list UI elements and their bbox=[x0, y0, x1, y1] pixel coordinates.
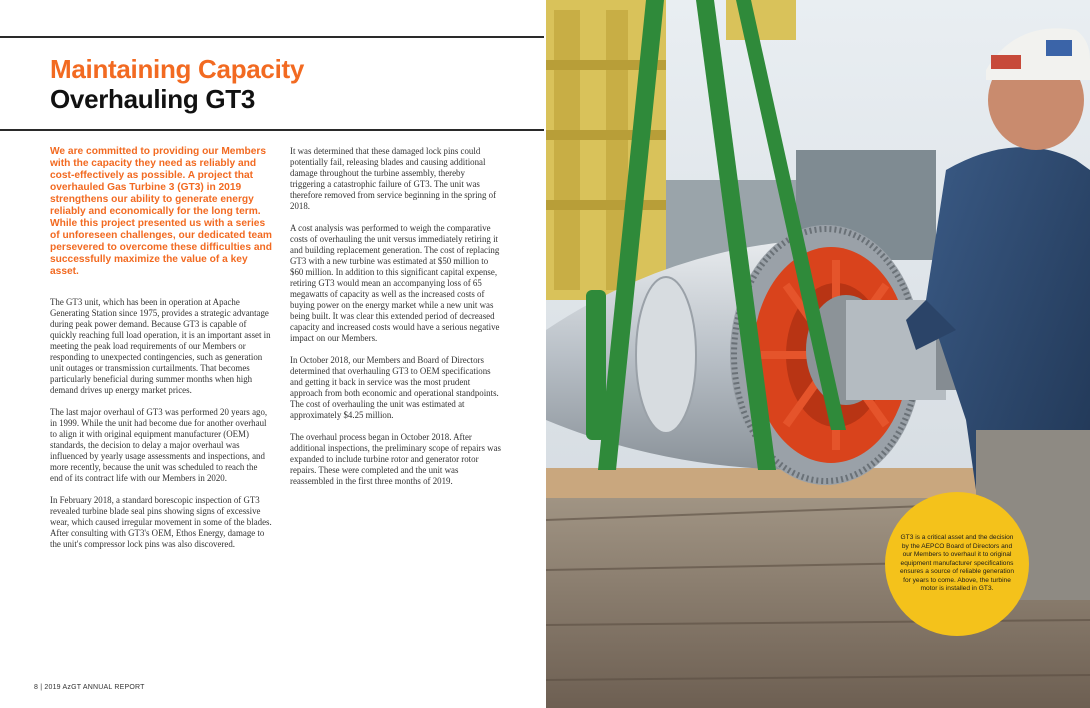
photo-caption-badge bbox=[885, 492, 1029, 636]
left-column bbox=[50, 146, 272, 561]
intro-paragraph: We are committed to providing our Members with the capacity they need as reliably and cost-effectively as possible. A project that overhauled Gas Turbine 3 (GT3) in 2019 strengthens our ability to generate energy reliably and economically for the long term. While this project presented us with a series of unforeseen challenges, our dedicated team persevered to overcome these difficulties and successfully maximize the value of a key asset. bbox=[50, 146, 272, 277]
body-paragraph: It was determined that these damaged lock pins could potentially fail, releasing blades and causing additional damage throughout the turbine assembly, thereby triggering a catastrophic failure of GT3. The unit was therefore removed from service beginning in the spring of 2018. bbox=[290, 146, 497, 211]
top-rule bbox=[0, 36, 544, 38]
body-paragraph: A cost analysis was performed to weigh the comparative costs of overhauling the unit versus immediately retiring it and building replacement generation. The cost of replacing GT3 with a new turbine was estimated at $50 million to $60 million. In addition to this significant capital expense, retiring GT3 would mean an accompanying loss of 65 megawatts of capacity as well as the increased costs of buying power on the energy market while a new unit was being built. It was clear this extended period of decreased capacity and increased costs would have a serious negative impact on our Members. bbox=[290, 223, 500, 343]
body-paragraph: The last major overhaul of GT3 was performed 20 years ago, in 1999. While the unit had become due for another overhaul to align it with original equipment manufacturer (OEM) standards, the decision to delay a major overhaul was influenced by yearly usage assessments and inspections, and more recently, because the unit was scheduled to reach the end of its contract life with our Members in 2020. bbox=[50, 407, 268, 483]
page-title: Maintaining Capacity bbox=[50, 54, 305, 84]
body-paragraph: In February 2018, a standard borescopic inspection of GT3 revealed turbine blade seal pins showing signs of excessive wear, which caused irregular movement in some of the blades. After consulting with GT3's OEM, Ethos Energy, damage to the unit's compressor lock pins was also discovered. bbox=[50, 495, 272, 549]
middle-column bbox=[290, 146, 502, 498]
body-paragraph: The GT3 unit, which has been in operation at Apache Generating Station since 1975, provides a strategic advantage during peak power demand. Because GT3 is capable of quickly reaching full load operation, it is an important asset in meeting the peak load requirements of our Members or responding to unexpected contingencies, such as generation unit outages or transmission curtailments. That becomes particularly beneficial during summer months when high demand drives up energy market prices. bbox=[50, 297, 271, 395]
photo-caption-text: GT3 is a critical asset and the decision by the AEPCO Board of Directors and our Members to overhaul it to original equipment manufacturer specifications ensures a source of reliable generation for years to come. Above, the turbine motor is installed in GT3. bbox=[900, 533, 1014, 593]
body-paragraph: The overhaul process began in October 2018. After additional inspections, the preliminary scope of repairs was expanded to include turbine rotor and generator rotor repairs. These were completed and the unit was reassembled in the first three months of 2019. bbox=[290, 432, 501, 486]
title-rule bbox=[0, 129, 544, 131]
body-paragraph: In October 2018, our Members and Board of Directors determined that overhauling GT3 to OEM specifications and getting it back in service was the most prudent approach from both economic and operational standpoints. The cost of overhauling the unit was estimated at approximately $4.25 million. bbox=[290, 355, 499, 420]
page-subtitle: Overhauling GT3 bbox=[50, 84, 255, 114]
page-footer: 8 | 2019 AzGT ANNUAL REPORT bbox=[34, 684, 145, 691]
